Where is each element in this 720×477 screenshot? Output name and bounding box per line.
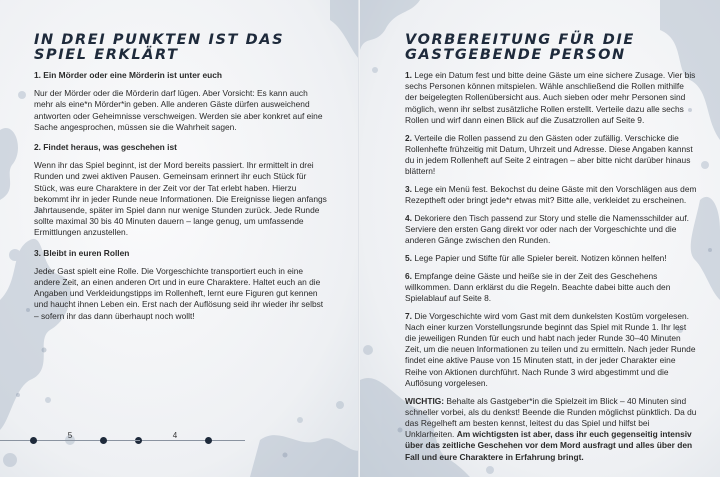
important-label: WICHTIG: [405, 395, 445, 406]
item-number: 7. [405, 310, 412, 321]
item-number: 1. [405, 70, 412, 80]
right-page-heading [405, 33, 705, 63]
right-heading-line2: GASTGEBENDE PERSON [405, 47, 626, 63]
left-page-heading [34, 33, 334, 63]
right-page [360, 0, 720, 477]
list-item [405, 184, 697, 206]
section-3-title: 3. Bleibt in euren Rollen [34, 247, 130, 258]
list-item [405, 253, 697, 264]
item-number: 4. [405, 212, 412, 223]
item-number: 3. [405, 183, 412, 194]
item-text: Verteile die Rollen passend zu den Gästen oder zufällig. Verschicke die Rollenhefte frühzeitig mit Datum, Uhrzeit und Adresse. Diese Angaben kannst du in jedem Rollenheft auf Seite 2 eintragen – aber bitte nicht darüber hinaus blättern! [405, 132, 693, 177]
section-1-text: Nur der Mörder oder die Mörderin darf lügen. Aber Vorsicht: Es kann auch mehr als eine*n Mörder*in geben. Alle anderen Gäste dürfen ausweichend antworten oder Geheimnisse verschweigen. Werden sie aber konkret auf eine Sache angesprochen, müssen sie die Wahrheit sagen. [34, 88, 323, 132]
item-number: 2. [405, 132, 412, 143]
item-text: Lege Papier und Stifte für alle Spieler bereit. Notizen können helfen! [414, 252, 667, 263]
list-item [405, 213, 697, 247]
section-2-title: 2. Findet heraus, was geschehen ist [34, 142, 177, 153]
item-text: Dekoriere den Tisch passend zur Story und stelle die Namensschilder auf. Serviere den ersten Gang direkt vor oder nach der Vorgeschichte und die anderen Gänge zwischen den Runden. [405, 212, 689, 246]
page-number: 5 [67, 431, 73, 440]
left-page-footer [105, 432, 245, 450]
footer-line [0, 440, 140, 441]
item-text: Lege ein Menü fest. Bekochst du deine Gäste mit den Vorschlägen aus dem Rezeptheft oder bringt jede*r etwas mit? Bitte alle, verkleidet zu erscheinen. [405, 183, 697, 206]
list-item [405, 70, 697, 126]
important-note [405, 396, 697, 463]
important-emphasis: Am wichtigsten ist aber, dass ihr euch gegenseitig intensiv über das zeitliche Geschehen vor dem Mord ausfragt und alles über den Fall und eure Charaktere in Erfahrung bringt. [405, 429, 693, 462]
item-text: Lege ein Datum fest und bitte deine Gäste um eine sichere Zusage. Vier bis sechs Personen können mitspielen. Wähle anschließend die Rollen mithilfe der beigelegten Rollenübersicht aus. Auch sieben oder mehr Personen sind möglich, wenn ihr selbst zusätzliche Rollen erstellt. Verteile dazu alle sechs Rollen und wirf dann einen Blick auf die Zusatzrollen auf Seite 9. [405, 70, 696, 125]
left-heading-line1: IN DREI PUNKTEN IST DAS [34, 32, 285, 48]
important-text: Behalte als Gastgeber*in die Spielzeit im Blick – 40 Minuten sind schneller vorbei, als du denkst! Beende die Runden möglichst pünktlich. Da du das Regelheft am besten kennst, leitest du das Spiel und hilfst bei Unklarheiten. [405, 395, 697, 440]
section-2-text: Wenn ihr das Spiel beginnt, ist der Mord bereits passiert. Ihr ermittelt in drei Runden und zwei aktiven Pausen. Gemeinsam erinnert ihr euch Stück für Stück, was eure Charaktere in der Zeit vor der Tat erlebt haben. Hierzu bekommt ihr in jeder Runde neue Informationen. Die Ereignisse liegen anfangs Jahrtausende, später im Spiel dann nur wenige Stunden zurück. Jede Runde sollte maximal 30 bis 40 Minuten dauern – lange genug, um umfassende Ermittlungen anzustellen. [34, 160, 327, 238]
item-text: Die Vorgeschichte wird vom Gast mit dem dunkelsten Kostüm vorgelesen. Nach einer kurzen Vorstellungsrunde beginnt das Spiel mit Runde 1. Ihr lest die jeweiligen Runden für euch und habt nach jeder Runde 30–40 Minuten Zeit, um die neuen Informationen zu teilen und zu ermitteln. Nach jeder Runde findet eine aktive Pause von 15 Minuten statt, in der jeder Charakter eine Reihe von Aktionen durchführt. Nach Runde 3 wird abgestimmt und die Auflösung vorgelesen. [405, 310, 696, 388]
list-item [405, 271, 697, 305]
host-preparation-list [405, 70, 697, 469]
rules-summary [34, 70, 329, 331]
right-heading-line1: VORBEREITUNG FÜR DIE [405, 32, 635, 48]
section-1-title: 1. Ein Mörder oder eine Mörderin ist unter euch [34, 70, 223, 80]
footer-dot [205, 437, 212, 444]
item-text: Empfange deine Gäste und heiße sie in der Zeit des Geschehens willkommen. Dann erklärst du die Regeln. Beachte dabei bitte auch den Spielablauf auf Seite 8. [405, 270, 671, 303]
list-item [405, 133, 697, 178]
list-item [405, 311, 697, 389]
footer-dot [100, 437, 107, 444]
left-heading-line2: SPIEL ERKLÄRT [34, 47, 179, 63]
item-number: 5. [405, 252, 412, 263]
section-3-text: Jeder Gast spielt eine Rolle. Die Vorgeschichte transportiert euch in eine andere Zeit, an einen anderen Ort und in eure Charaktere. Haltet euch an die Angaben und Verkleidungstipps im Rollenheft, lernt eure Figuren gut kennen und haucht ihnen Leben ein. Erst nach der Auflösung seid ihr wieder ihr selbst – sofern ihr das dann überhaupt noch wollt! [34, 265, 324, 321]
footer-dot [30, 437, 37, 444]
item-number: 6. [405, 270, 412, 281]
page-number: 4 [172, 431, 178, 440]
